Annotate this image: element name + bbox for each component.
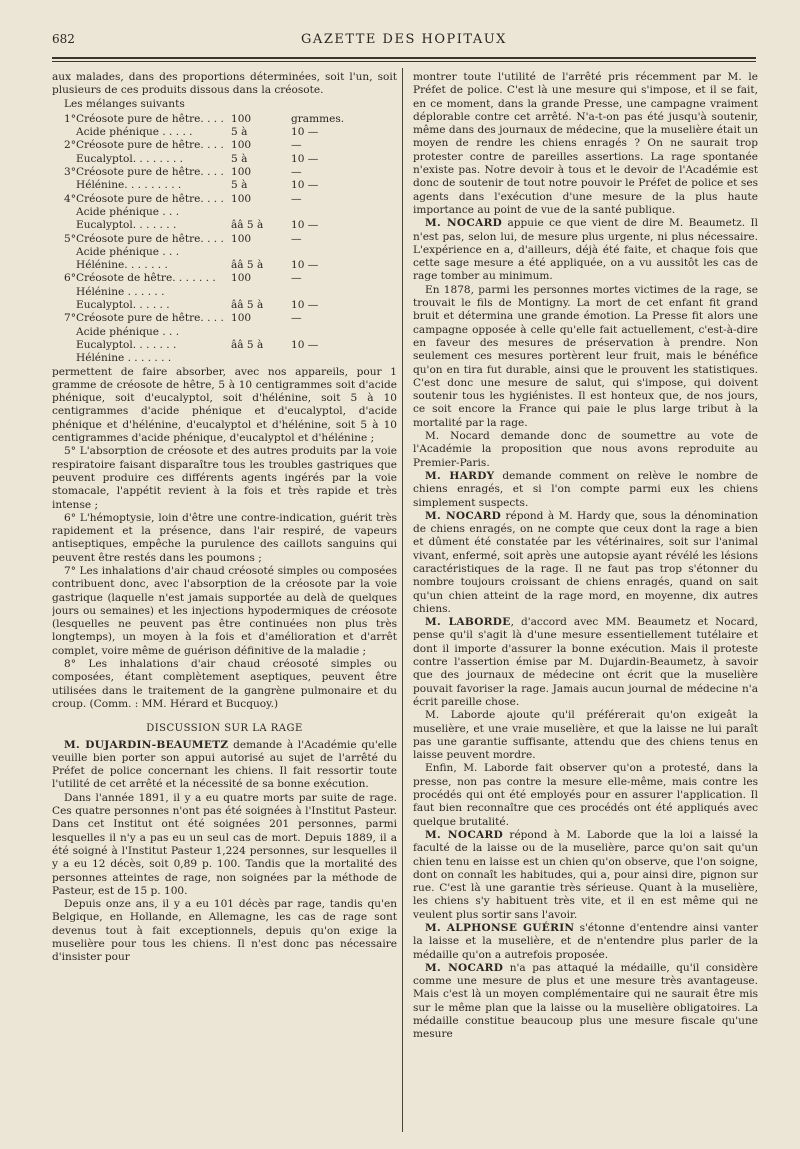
mixture-unit — [291, 352, 351, 365]
mixture-ingredient: Créosote pure de hêtre. . . . — [76, 112, 224, 125]
mixture-quantity — [231, 286, 291, 299]
mixture-number — [64, 219, 76, 232]
paragraph: permettent de faire absorber, avec nos appareils, pour 1 gramme de créosote de hêtre, 5 à 10 centigrammes soit d'acide phénique, soit d'eucalyptol, soit d'hélénine, soit 5 à 10 centigrammes d'acide phénique et d'eucalyptol, d'acide phénique et d'hélénine, d'eucalyptol et d'hélénine, soit 5 à 10 centigrammes d'acide phénique, d'eucalyptol et d'hélénine ; — [52, 365, 397, 445]
mixture-row — [64, 233, 397, 246]
paragraph-text: En 1878, parmi les personnes mortes victimes de la rage, se trouvait le fils de Montigny. La mort de cet enfant fit grand bruit et détermina une grande émotion. La Presse fit alors une campagne opposée à celle qu'elle fait actuellement, c'est-à-dire en faveur des mesures de préservation à prendre. Non seulement ces mesures portèrent leur fruit, mais le bénéfice qu'on en tira fut durable, ainsi que le prouvent les statistiques. C'est donc une mesure de salut, qui s'impose, qui doivent soutenir tous les hygiénistes. Il est honteux que, de nos jours, ce soit encore la France qui paie le plus large tribut à la mortalité par la rage. — [413, 283, 758, 429]
paragraph-text: s'étonne d'entendre ainsi vanter la laisse et la muselière, et de n'entendre plus parler de la médaille qu'on a autrefois proposée. — [413, 922, 758, 961]
mixture-row — [64, 219, 397, 232]
mixture-quantity: 5 à — [231, 179, 248, 192]
mixture-unit: 10 — — [291, 259, 319, 272]
mixture-row — [64, 352, 397, 365]
mixture-number: 7° — [64, 312, 76, 325]
mixture-unit: — — [291, 166, 302, 179]
mixture-row — [64, 312, 397, 325]
mixture-number: 4° — [64, 192, 76, 205]
mixture-number — [64, 259, 76, 272]
mixture-number — [64, 206, 76, 219]
intro-paragraph: aux malades, dans des proportions déterminées, soit l'un, soit plusieurs de ces produits dissous dans la créosote. — [52, 71, 397, 97]
page-number: 682 — [52, 32, 75, 46]
mixtures-intro: Les mélanges suivants — [64, 97, 185, 110]
paragraph-text: appuie ce que vient de dire M. Beaumetz. Il n'est pas, selon lui, de mesure plus urgente, ni plus nécessaire. L'expérience en a, d'ailleurs, déjà été faite, et chaque fois que cette sage mesure a été appliquée, on a vu aussitôt les cas de rage tomber au minimum. — [413, 217, 758, 283]
mixture-row — [64, 339, 397, 352]
mixture-quantity: 100 — [231, 139, 252, 152]
mixture-ingredient: Créosote pure de hêtre. . . . — [76, 166, 224, 179]
mixtures-list — [64, 113, 397, 366]
journal-title: GAZETTE DES HOPITAUX — [301, 32, 507, 47]
discussion-paragraph — [413, 430, 758, 470]
paragraph: 5° L'absorption de créosote et des autres produits par la voie respiratoire faisant disparaître tous les troubles gastriques que peuvent produire ces différents agents ingérés par la voie stomacale, l'appétit revient à la fois et très rapide et très intense ; — [52, 445, 397, 511]
discussion-paragraph — [52, 898, 397, 964]
header-rule-thin — [52, 61, 756, 62]
left-discussion — [52, 739, 397, 965]
mixture-row — [64, 326, 397, 339]
mixture-number: 3° — [64, 166, 76, 179]
mixture-number — [64, 246, 76, 259]
discussion-paragraph — [413, 829, 758, 922]
mixture-quantity: ââ 5 à — [231, 259, 264, 272]
mixture-row — [64, 113, 397, 126]
speaker-name: M. NOCARD — [425, 961, 504, 974]
mixture-quantity: 100 — [231, 192, 252, 205]
speaker-name: M. NOCARD — [425, 217, 503, 230]
mixture-number: 1° — [64, 112, 76, 125]
discussion-paragraph — [413, 709, 758, 762]
discussion-paragraph — [413, 762, 758, 828]
discussion-paragraph — [413, 922, 758, 962]
mixture-row — [64, 166, 397, 179]
mixture-quantity: 100 — [231, 166, 252, 179]
paragraph: 7° Les inhalations d'air chaud créosoté simples ou composées contribuent donc, avec l'absorption de la créosote par la voie gastrique (laquelle n'est jamais supportée au delà de quelques jours ou semaines) et les injections hypodermiques de créosote (lesquelles ne peuvent pas être continuées non plus très longtemps), un moyen à la fois et d'amélioration et d'arrêt complet, voire même de guérison définitive de la maladie ; — [52, 564, 397, 657]
mixture-ingredient: Créosote pure de hêtre. . . . — [76, 232, 224, 245]
paragraph-text: Enfin, M. Laborde fait observer qu'on a protesté, dans la presse, non pas contre la mesure elle-même, mais contre les procédés qui ont été employés pour en assurer l'application. Il faut bien reconnaître que ces procédés ont été appliqués avec quelque brutalité. — [413, 762, 758, 828]
mixture-row — [64, 246, 397, 259]
mixture-quantity: 5 à — [231, 152, 248, 165]
mixture-number: 5° — [64, 232, 76, 245]
mixture-number — [64, 326, 76, 339]
mixture-unit: 10 — — [291, 179, 319, 192]
speaker-name: M. ALPHONSE GUÉRIN — [425, 922, 575, 934]
paragraph-text: montrer toute l'utilité de l'arrêté pris récemment par M. le Préfet de police. C'est là une mesure qui s'impose, et il se fait, en ce moment, dans la grande Presse, une campagne vraiment déplorable contre cet arrêté. N'a-t-on pas été jusqu'à soutenir, même dans des journaux de médecine, que la muselière était un moyen de rendre les chiens enragés ? On ne saurait trop protester contre de pareilles assertions. La rage spontanée n'existe pas. Notre devoir à tous et le devoir de l'Académie est donc de soutenir de tout notre pouvoir le Préfet de police et ses agents dans l'exécution d'une mesure de la plus haute importance au point de vue de la santé publique. — [413, 71, 758, 216]
discussion-paragraph — [413, 510, 758, 616]
mixture-ingredient: Acide phénique . . . — [76, 245, 180, 258]
mixture-unit: — — [291, 272, 302, 285]
mixture-ingredient: Eucalyptol. . . . . . . . — [76, 152, 184, 165]
mixture-quantity — [231, 326, 291, 339]
mixture-quantity: ââ 5 à — [231, 299, 264, 312]
column-divider — [402, 68, 403, 1132]
header-rule-thick — [52, 57, 756, 59]
paragraph-text: demande comment on relève le nombre de chiens enragés, et si l'on compte parmi eux les chiens simplement suspects. — [413, 469, 758, 509]
discussion-paragraph — [413, 470, 758, 510]
mixture-ingredient: Hélénine. . . . . . . — [76, 259, 168, 272]
mixture-row — [64, 286, 397, 299]
mixture-unit: — — [291, 232, 302, 245]
discussion-paragraph — [413, 71, 758, 217]
discussion-paragraph — [52, 739, 397, 792]
mixture-quantity: 100 — [231, 112, 252, 125]
mixture-ingredient: Acide phénique . . . — [76, 205, 180, 218]
mixture-row — [64, 179, 397, 192]
mixture-row — [64, 299, 397, 312]
mixture-quantity: ââ 5 à — [231, 219, 264, 232]
right-column — [413, 71, 758, 1131]
mixture-row — [64, 206, 397, 219]
paragraph-text: M. Laborde ajoute qu'il préférerait qu'on exigeât la muselière, et une vraie muselière, et que la laisse ne lui paraît pas une garantie suffisante, attendu que des chiens tenus en laisse peuvent mordre. — [413, 709, 758, 762]
mixture-ingredient: Créosote pure de hêtre. . . . — [76, 192, 224, 205]
paragraph-text: Depuis onze ans, il y a eu 101 décès par rage, tandis qu'en Belgique, en Hollande, en Allemagne, les cas de rage sont devenus tout à fait exceptionnels, depuis qu'on exige la muselière pour tous les chiens. Il n'est donc pas nécessaire d'insister pour — [52, 898, 397, 964]
mixture-unit — [291, 326, 351, 339]
discussion-paragraph — [52, 792, 397, 898]
mixture-number — [64, 126, 76, 139]
paragraph-text: Dans l'année 1891, il y a eu quatre morts par suite de rage. Ces quatre personnes n'ont pas été soignées à l'Institut Pasteur. Dans cet Institut ont été soignées 201 personnes, parmi lesquelles il n'y a pas eu un seul cas de mort. Depuis 1889, il a été soigné à l'Institut Pasteur 1,224 personnes, sur lesquelles il y a eu 12 décès, soit 0,89 p. 100. Tandis que la mortalité des personnes atteintes de rage, non soignées par la méthode de Pasteur, est de 15 p. 100. — [52, 791, 397, 897]
mixture-ingredient: Hélénine . . . . . . — [76, 285, 165, 298]
mixture-unit: — — [291, 139, 302, 152]
mixture-row — [64, 193, 397, 206]
mixture-unit — [291, 286, 351, 299]
mixture-quantity — [231, 206, 291, 219]
mixture-quantity: 5 à — [231, 126, 248, 139]
mixture-ingredient: Hélénine. . . . . . . . . — [76, 179, 182, 192]
mixture-number — [64, 179, 76, 192]
mixture-row — [64, 259, 397, 272]
right-paragraphs — [413, 71, 758, 1042]
mixture-ingredient: Acide phénique . . . . . — [76, 126, 193, 139]
paragraph-text: n'a pas attaqué la médaille, qu'il considère comme une mesure de plus et une mesure très avantageuse. Mais c'est là un moyen complémentaire qui ne saurait être mis sur le même plan que la laisse ou la muselière obligatoires. La médaille constitue beaucoup plus une mesure fiscale qu'une mesure — [413, 961, 758, 1041]
left-column — [52, 71, 397, 1131]
paragraph: 8° Les inhalations d'air chaud créosoté simples ou composées, étant complètement aseptiques, peuvent être utilisées dans le traitement de la gangrène pulmonaire et du croup. (Comm. : MM. Hérard et Bucquoy.) — [52, 658, 397, 710]
speaker-name: M. HARDY — [425, 469, 495, 482]
speaker-name: M. LABORDE — [425, 616, 511, 629]
mixture-unit: 10 — — [291, 152, 319, 165]
mixture-quantity — [231, 352, 291, 365]
mixture-row — [64, 126, 397, 139]
mixture-number — [64, 153, 76, 166]
mixture-ingredient: Créosote pure de hêtre. . . . — [76, 312, 224, 325]
mixture-unit — [291, 246, 351, 259]
mixture-number — [64, 352, 76, 365]
paragraph-text: répond à M. Hardy que, sous la dénomination de chiens enragés, on ne compte que ceux dont la rage a bien et dûment été constatée par les vétérinaires, soit sur l'animal vivant, enfermé, soit après une autopsie ayant révélé les lésions caractéristiques de la rage. Il ne faut pas trop s'étonner du nombre toujours croissant de chiens enragés, quand on sait qu'un chien atteint de la rage mord, en moyenne, dix autres chiens. — [413, 509, 758, 615]
mixture-row — [64, 153, 397, 166]
section-heading: DISCUSSION SUR LA RAGE — [146, 723, 303, 735]
speaker-name: M. NOCARD — [425, 509, 502, 522]
mixture-row — [64, 139, 397, 152]
mixture-quantity: 100 — [231, 312, 252, 325]
speaker-name: M. NOCARD — [425, 828, 504, 841]
mixture-quantity — [231, 246, 291, 259]
mixture-unit: 10 — — [291, 219, 319, 232]
mixture-ingredient: Eucalyptol. . . . . . . — [76, 219, 177, 232]
paragraph-text: M. Nocard demande donc de soumettre au vote de l'Académie la proposition que nous avons reproduite au Premier-Paris. — [413, 430, 758, 469]
mixture-quantity: 100 — [231, 232, 252, 245]
mixture-unit: — — [291, 192, 302, 205]
mixture-ingredient: Eucalyptol. . . . . . — [76, 299, 170, 312]
mixture-ingredient: Eucalyptol. . . . . . . — [76, 338, 177, 351]
mixture-unit: grammes. — [291, 112, 345, 125]
mixture-ingredient: Hélénine . . . . . . . — [76, 352, 172, 365]
paragraph-text: demande à l'Académie qu'elle veuille bien porter son appui autorisé au sujet de l'arrêté du Préfet de police concernant les chiens. Il fait ressortir toute l'utilité de cet arrêté et la nécessité de sa bonne exécution. — [52, 738, 397, 791]
mixture-row — [64, 272, 397, 285]
mixture-number — [64, 339, 76, 352]
mixture-number — [64, 286, 76, 299]
discussion-paragraph — [413, 284, 758, 430]
speaker-name: M. DUJARDIN-BEAUMETZ — [64, 738, 229, 751]
mixture-number: 2° — [64, 139, 76, 152]
paragraph-text: répond à M. Laborde que la loi a laissé la faculté de la laisse ou de la muselière, parce qu'on sait qu'un chien tenu en laisse est un chien qu'on observe, que l'on soigne, dont on connaît les habitudes, qui a, pour ainsi dire, pignon sur rue. C'est là une garantie très sérieuse. Quant à la muselière, les chiens s'y habituent très vite, et il en est même qui ne veulent plus sortir sans l'avoir. — [413, 828, 758, 921]
paragraph: 6° L'hémoptysie, loin d'être une contre-indication, guérit très rapidement et la présence, dans l'air respiré, de vapeurs antiseptiques, empêche la purulence des caillots sanguins qui peuvent être restés dans les poumons ; — [52, 511, 397, 564]
left-paragraphs — [52, 366, 397, 712]
paragraph-text: , d'accord avec MM. Beaumetz et Nocard, pense qu'il s'agit là d'une mesure essentiellement tutélaire et dont il importe d'assurer la bonne exécution. Mais il proteste contre l'assertion émise par M. Dujardin-Beaumetz, à savoir que des journaux de médecine ont écrit que la muselière pouvait favoriser la rage. Jamais aucun journal de médecine n'a écrit pareille chose. — [413, 616, 758, 708]
mixture-ingredient: Acide phénique . . . — [76, 325, 180, 338]
discussion-paragraph — [413, 962, 758, 1042]
mixture-number: 6° — [64, 272, 76, 285]
page-header — [52, 32, 756, 52]
discussion-paragraph — [413, 217, 758, 283]
mixture-quantity: 100 — [231, 272, 252, 285]
mixture-unit: 10 — — [291, 126, 319, 139]
mixture-unit: 10 — — [291, 299, 319, 312]
mixture-ingredient: Créosote de hêtre. . . . . . . — [76, 272, 216, 285]
mixture-quantity: ââ 5 à — [231, 338, 264, 351]
discussion-paragraph — [413, 616, 758, 709]
mixture-unit: 10 — — [291, 338, 319, 351]
mixture-unit — [291, 206, 351, 219]
mixture-ingredient: Créosote pure de hêtre. . . . — [76, 139, 224, 152]
mixture-number — [64, 299, 76, 312]
mixture-unit: — — [291, 312, 302, 325]
